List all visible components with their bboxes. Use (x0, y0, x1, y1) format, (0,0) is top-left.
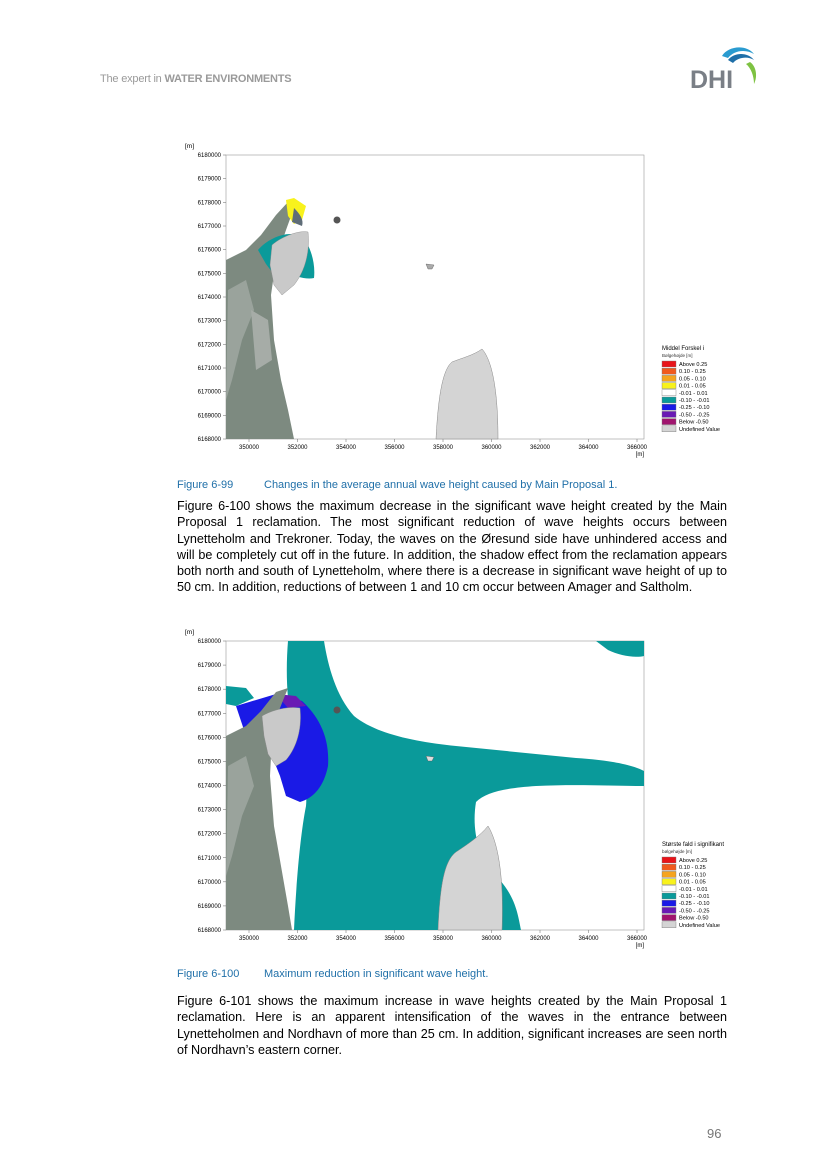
legend-swatch (662, 871, 676, 877)
y-unit-label: [m] (185, 629, 195, 636)
trekroner-fort (334, 707, 341, 714)
legend-swatch (662, 907, 676, 913)
body-paragraph-1: Figure 6-100 shows the maximum decrease in the significant wave height created by the Main Proposal 1 reclamation. The most significant reduction of wave heights occurs between Lynetteholm and Trekroner. Today, the waves on the Øresund side have unhindered access and will be completely cut off in the future. In addition, the shadow effect from the reclamation appears both north and south of Lynetteholm, where there is a decrease in significant wave height of up to 50 cm. In addition, reductions of between 1 and 10 cm occur between Amager and Saltholm. (177, 499, 727, 595)
y-tick-label: 6179000 (197, 663, 221, 670)
y-tick-label: 6178000 (197, 200, 221, 207)
y-tick-label: 6168000 (197, 437, 221, 443)
legend-label: 0.05 - 0.10 (679, 376, 706, 383)
x-tick-label: 358000 (432, 936, 454, 942)
figure-caption-6-99: Figure 6-99 Changes in the average annual wave height caused by Main Proposal 1. (177, 479, 618, 491)
dhi-logo (688, 44, 760, 90)
legend-label: -0.10 - -0.01 (679, 894, 710, 900)
x-unit-label: [m] (635, 943, 644, 949)
map-figure-maximum-reduction (176, 626, 731, 956)
y-tick-label: 6172000 (197, 342, 221, 349)
legend-label: 0.01 - 0.05 (679, 879, 706, 886)
legend-label: Undefined Value (679, 426, 720, 433)
legend-swatch (662, 922, 676, 928)
x-axis (239, 930, 648, 949)
y-tick-label: 6172000 (197, 831, 221, 838)
y-tick-label: 6173000 (197, 807, 221, 814)
legend-label: -0.01 - 0.01 (679, 886, 708, 893)
legend-swatch (662, 411, 676, 417)
legend-swatch (662, 368, 676, 374)
x-tick-label: 362000 (529, 936, 551, 942)
page-number: 96 (707, 1126, 722, 1141)
x-tick-label: 350000 (238, 445, 260, 451)
y-tick-label: 6171000 (197, 855, 221, 862)
legend-title: Middel Forskel i (662, 346, 705, 352)
y-tick-label: 6170000 (197, 879, 221, 886)
legend-swatch (662, 864, 676, 870)
legend-subtitle: bølgehøjde [m] (662, 849, 693, 854)
legend-label: 0.05 - 0.10 (679, 872, 706, 879)
y-tick-label: 6178000 (197, 687, 221, 694)
x-tick-label: 358000 (432, 445, 454, 451)
legend-title: Største fald i signifikant (662, 842, 725, 848)
legend-swatch (662, 397, 676, 403)
x-tick-label: 362000 (529, 445, 551, 451)
legend-swatch (662, 361, 676, 367)
y-tick-label: 6169000 (197, 903, 221, 910)
x-tick-label: 364000 (578, 936, 599, 942)
legend-swatch (662, 383, 676, 389)
legend-swatch (662, 879, 676, 885)
y-tick-label: 6174000 (197, 295, 221, 301)
legend-label: Above 0.25 (679, 362, 708, 368)
logo-text: DHI (690, 66, 734, 90)
x-tick-label: 354000 (335, 936, 357, 942)
legend-label: Below -0.50 (679, 419, 709, 426)
legend-swatch (662, 857, 676, 863)
y-tick-label: 6180000 (197, 153, 221, 159)
legend-swatch (662, 893, 676, 899)
legend-label: -0.50 - -0.25 (679, 908, 710, 915)
legend-label: Below -0.50 (679, 915, 709, 922)
y-tick-label: 6171000 (197, 366, 221, 372)
legend-label: Above 0.25 (679, 858, 708, 864)
legend-label: -0.25 - -0.10 (679, 901, 710, 908)
legend (662, 842, 724, 929)
legend-swatch (662, 404, 676, 410)
y-tick-label: 6177000 (197, 224, 221, 230)
x-tick-label: 360000 (481, 936, 502, 942)
legend-label: -0.50 - -0.25 (679, 412, 710, 419)
legend-swatch (662, 426, 676, 432)
legend (662, 346, 720, 433)
y-tick-label: 6180000 (197, 639, 221, 645)
header-tagline: The expert in WATER ENVIRONMENTS (100, 73, 292, 85)
y-tick-label: 6168000 (197, 928, 221, 934)
x-tick-label: 364000 (578, 445, 599, 451)
figure-caption-6-100: Figure 6-100 Maximum reduction in significant wave height. (177, 968, 489, 980)
y-tick-label: 6179000 (197, 176, 221, 183)
x-axis (239, 439, 648, 458)
y-tick-label: 6169000 (197, 413, 221, 420)
x-tick-label: 360000 (481, 445, 502, 451)
y-tick-label: 6170000 (197, 389, 221, 396)
x-tick-label: 366000 (626, 445, 648, 451)
map-figure-average-wave-height (176, 140, 731, 465)
y-tick-label: 6174000 (197, 783, 221, 790)
y-tick-label: 6175000 (197, 271, 221, 278)
x-tick-label: 352000 (287, 936, 308, 942)
legend-swatch (662, 375, 676, 381)
legend-subtitle: Bølgehøjde [m] (662, 353, 693, 358)
y-tick-label: 6176000 (197, 735, 221, 742)
legend-label: Undefined Value (679, 922, 720, 929)
legend-swatch (662, 419, 676, 425)
x-tick-label: 356000 (384, 936, 405, 942)
x-tick-label: 350000 (238, 936, 260, 942)
x-unit-label: [m] (635, 452, 644, 458)
trekroner-fort (334, 217, 341, 224)
legend-label: 0.01 - 0.05 (679, 383, 706, 390)
legend-swatch (662, 900, 676, 906)
legend-label: -0.25 - -0.10 (679, 405, 710, 412)
map-frame (226, 155, 644, 439)
legend-label: 0.10 - 0.25 (679, 865, 706, 872)
x-tick-label: 366000 (626, 936, 648, 942)
y-tick-label: 6177000 (197, 711, 221, 718)
x-tick-label: 354000 (335, 445, 357, 451)
x-tick-label: 356000 (384, 445, 405, 451)
legend-label: -0.01 - 0.01 (679, 390, 708, 397)
body-paragraph-2: Figure 6-101 shows the maximum increase in wave heights created by the Main Proposal 1 reclamation. Here is an apparent intensification of the waves in the entrance between Lynetteholmen and Nordhavn of more than 25 cm. In addition, significant increases are seen north of Nordhavn’s eastern corner. (177, 994, 727, 1057)
y-tick-label: 6175000 (197, 759, 221, 766)
y-tick-label: 6173000 (197, 318, 221, 325)
y-tick-label: 6176000 (197, 247, 221, 254)
x-tick-label: 352000 (287, 445, 308, 451)
y-axis (198, 153, 226, 443)
legend-swatch (662, 886, 676, 892)
legend-swatch (662, 390, 676, 396)
legend-label: 0.10 - 0.25 (679, 369, 706, 376)
y-axis (198, 639, 226, 934)
y-unit-label: [m] (185, 143, 195, 150)
legend-swatch (662, 915, 676, 921)
legend-label: -0.10 - -0.01 (679, 398, 710, 404)
